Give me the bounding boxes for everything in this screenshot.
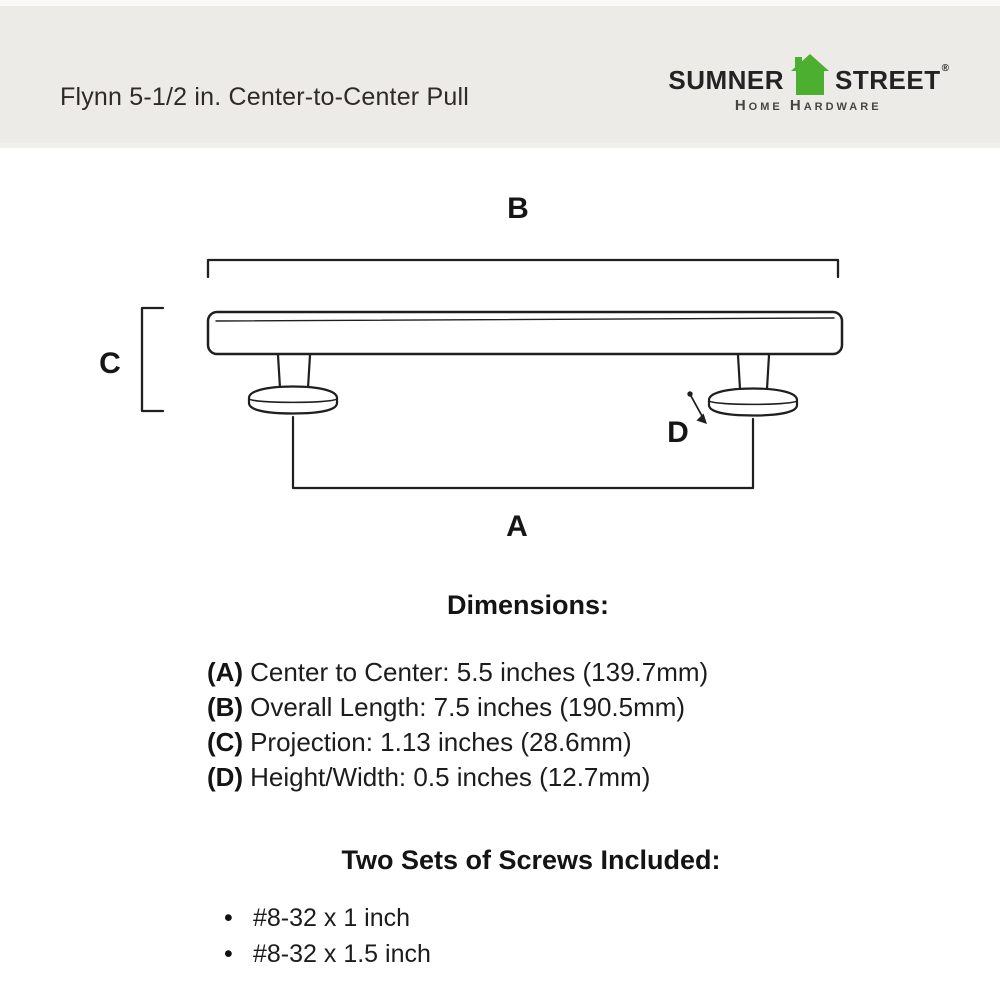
dimension-item-b [207,690,708,725]
dimension-key: (D) [207,762,244,792]
dimensions-heading: Dimensions: [446,590,610,620]
label-d: D [667,416,689,449]
screws-heading: Two Sets of Screws Included: [341,845,721,875]
dimension-key: (B) [207,692,244,722]
brand-word-sumner: SUMNER [668,65,785,95]
dimension-b-bracket [208,260,838,277]
brand-tagline: Home Hardware [734,97,882,114]
handle-stem-left [278,355,310,388]
dimension-text: Overall Length: 7.5 inches (190.5mm) [250,692,686,722]
dimension-item-c [207,725,708,760]
dimension-item-a [207,655,708,690]
label-c: C [99,347,121,380]
dimension-d-leader [691,396,702,416]
label-b: B [507,192,529,225]
page-title: Flynn 5-1/2 in. Center-to-Center Pull [60,83,469,111]
dimensions-list [207,655,708,795]
registered-trademark-icon: ® [941,63,949,74]
bullet-icon: • [224,939,233,968]
dimension-d-leader-dot [687,391,692,396]
screw-item-text: #8-32 x 1 inch [253,903,411,932]
handle-flange-right [709,389,797,416]
dimension-key: (A) [207,657,244,687]
screw-item-text: #8-32 x 1.5 inch [253,939,431,968]
dimension-text: Height/Width: 0.5 inches (12.7mm) [250,762,651,792]
dimension-item-d [207,760,708,795]
screw-item [224,900,431,936]
brand-word-street: STREET [835,65,941,95]
dimension-text: Projection: 1.13 inches (28.6mm) [250,727,632,757]
bullet-icon: • [224,903,233,932]
label-a: A [506,510,528,543]
screw-item [224,936,431,972]
dimension-text: Center to Center: 5.5 inches (139.7mm) [250,657,709,687]
screws-list [224,900,431,972]
handle-stem-right [738,355,769,389]
dimension-key: (C) [207,727,244,757]
handle-flange-left [249,387,337,414]
dimension-c-bracket [142,308,163,411]
